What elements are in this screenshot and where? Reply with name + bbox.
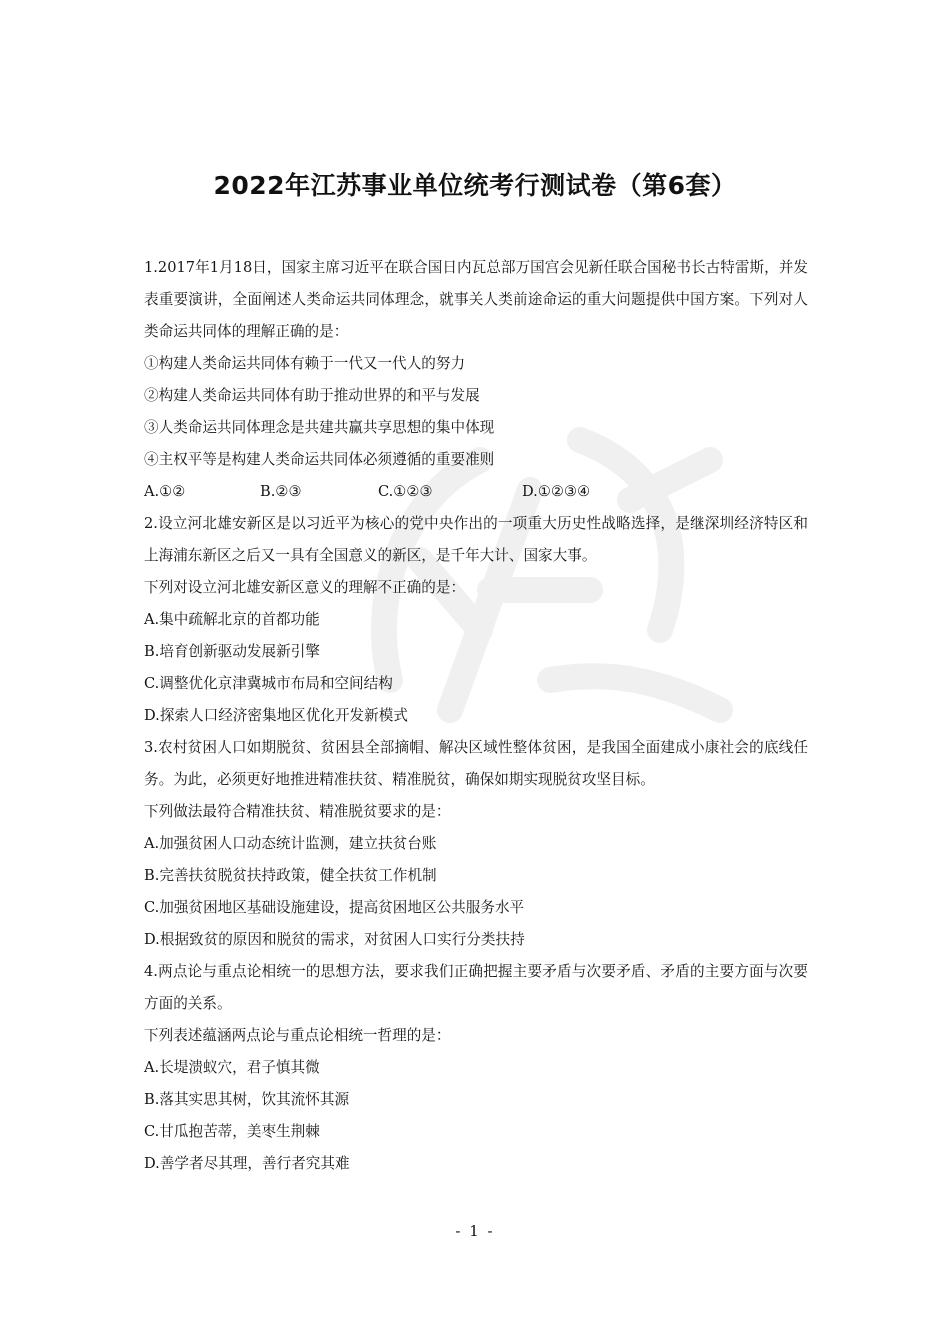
question-stem: 2.设立河北雄安新区是以习近平为核心的党中央作出的一项重大历史性战略选择，是继深圳经济特区和上海浦东新区之后又一具有全国意义的新区，是千年大计、国家大事。	[144, 515, 808, 564]
option-d: D.①②③④	[522, 483, 591, 500]
question-list	[144, 252, 808, 1180]
option-b: B.落其实思其树，饮其流怀其源	[144, 1091, 350, 1108]
question-3	[144, 732, 808, 956]
statement-item: ④主权平等是构建人类命运共同体必须遵循的重要准则	[144, 451, 495, 468]
question-4	[144, 956, 808, 1180]
question-2	[144, 508, 808, 732]
option-d: D.善学者尽其理，善行者究其难	[144, 1155, 350, 1172]
option-a: A.集中疏解北京的首都功能	[144, 611, 320, 628]
option-a: A.①②	[144, 483, 186, 500]
option-c: C.加强贫困地区基础设施建设，提高贫困地区公共服务水平	[144, 899, 525, 916]
question-prompt: 下列做法最符合精准扶贫、精准脱贫要求的是：	[144, 803, 451, 820]
question-1	[144, 252, 808, 508]
option-a: A.长堤溃蚁穴，君子慎其微	[144, 1059, 320, 1076]
question-prompt: 下列表述蕴涵两点论与重点论相统一哲理的是：	[144, 1027, 451, 1044]
question-stem: 1.2017年1月18日，国家主席习近平在联合国日内瓦总部万国宫会见新任联合国秘书长古特雷斯，并发表重要演讲，全面阐述人类命运共同体理念，就事关人类前途命运的重大问题提供中国方案。下列对人类命运共同体的理解正确的是：	[144, 259, 808, 340]
question-stem: 4.两点论与重点论相统一的思想方法，要求我们正确把握主要矛盾与次要矛盾、矛盾的主要方面与次要方面的关系。	[144, 963, 808, 1012]
option-b: B.培育创新驱动发展新引擎	[144, 643, 320, 660]
option-c: C.①②③	[378, 483, 433, 500]
statement-item: ②构建人类命运共同体有助于推动世界的和平与发展	[144, 387, 480, 404]
statement-item: ③人类命运共同体理念是共建共赢共享思想的集中体现	[144, 419, 495, 436]
option-a: A.加强贫困人口动态统计监测，建立扶贫台账	[144, 835, 437, 852]
statement-item: ①构建人类命运共同体有赖于一代又一代人的努力	[144, 355, 466, 372]
option-d: D.根据致贫的原因和脱贫的需求，对贫困人口实行分类扶持	[144, 931, 525, 948]
option-b: B.②③	[260, 483, 302, 500]
option-d: D.探索人口经济密集地区优化开发新模式	[144, 707, 408, 724]
question-prompt: 下列对设立河北雄安新区意义的理解不正确的是：	[144, 579, 466, 596]
option-c: C.调整优化京津冀城市布局和空间结构	[144, 675, 393, 692]
option-b: B.完善扶贫脱贫扶持政策，健全扶贫工作机制	[144, 867, 437, 884]
page-number: - 1 -	[455, 1222, 495, 1240]
question-stem: 3.农村贫困人口如期脱贫、贫困县全部摘帽、解决区域性整体贫困，是我国全面建成小康社会的底线任务。为此，必须更好地推进精准扶贫、精准脱贫，确保如期实现脱贫攻坚目标。	[144, 739, 808, 788]
answer-options	[144, 476, 808, 508]
option-c: C.甘瓜抱苦蒂，美枣生荆棘	[144, 1123, 320, 1140]
page-title: 2022年江苏事业单位统考行测试卷（第6套）	[213, 171, 737, 200]
